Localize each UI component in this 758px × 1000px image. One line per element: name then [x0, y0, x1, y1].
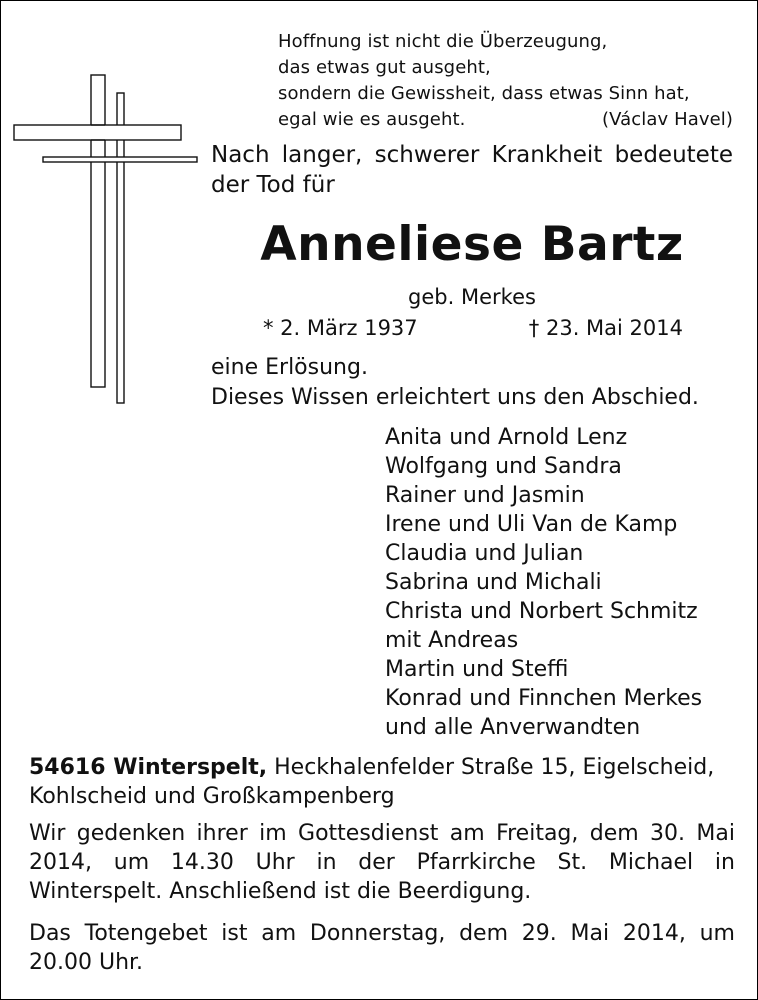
quote-last-line	[278, 107, 733, 133]
double-cross-icon	[11, 73, 201, 405]
mourner: Wolfgang und Sandra	[385, 454, 622, 479]
mourner: Martin und Steffi	[385, 657, 569, 682]
quote-line: das etwas gut ausgeht,	[278, 57, 491, 78]
mourner: Claudia und Julian	[385, 541, 584, 566]
quote	[278, 29, 733, 133]
death-date: † 23. Mai 2014	[528, 316, 683, 340]
birth-name: geb. Merkes	[408, 285, 536, 309]
service-info: Wir gedenken ihrer im Gottesdienst am Freitag, dem 30. Mai 2014, um 14.30 Uhr in der Pfarrkirche St. Michael in Winterspelt. Anschließend ist die Beerdigung.	[29, 821, 735, 904]
mourner: Sabrina und Michali	[385, 570, 602, 595]
quote-author: (Václav Havel)	[602, 109, 733, 130]
mourner: Christa und Norbert Schmitz	[385, 599, 698, 624]
mourner: Rainer und Jasmin	[385, 483, 585, 508]
address	[29, 753, 735, 811]
deceased-name: Anneliese Bartz	[260, 217, 684, 272]
mourners-list	[385, 423, 735, 742]
birth-date: * 2. März 1937	[263, 316, 418, 340]
intro-text: Nach langer, schwerer Krankheit bedeutete der Tod für	[211, 142, 733, 198]
quote-line: egal wie es ausgeht.	[278, 109, 466, 130]
mourner: Irene und Uli Van de Kamp	[385, 512, 678, 537]
address-city: 54616 Winterspelt,	[29, 755, 268, 780]
mourner: Konrad und Finnchen Merkes	[385, 686, 703, 711]
prayer-info: Das Totengebet ist am Donnerstag, dem 29. Mai 2014, um 20.00 Uhr.	[29, 921, 735, 975]
mourner: Anita und Arnold Lenz	[385, 425, 628, 450]
quote-line: sondern die Gewissheit, dass etwas Sinn hat,	[278, 83, 690, 104]
closing-line: eine Erlösung.	[211, 355, 368, 380]
closing-text	[211, 353, 741, 413]
address-street: Heckhalenfelder Straße 15, Eigelscheid, Kohlscheid und Großkampenberg	[29, 755, 715, 809]
closing-line: Dieses Wissen erleichtert uns den Abschied.	[211, 385, 699, 410]
mourner: mit Andreas	[385, 628, 519, 653]
life-dates	[263, 313, 683, 343]
quote-line: Hoffnung ist nicht die Überzeugung,	[278, 31, 608, 52]
mourner: und alle Anverwandten	[385, 715, 641, 740]
